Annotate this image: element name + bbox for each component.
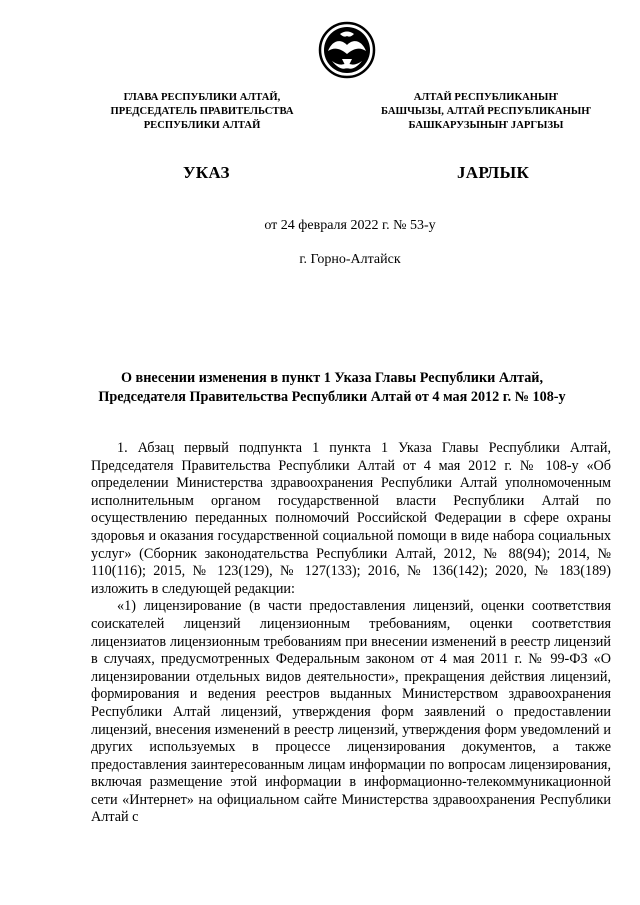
doc-type-russian: УКАЗ: [183, 163, 230, 182]
header-left-line: ГЛАВА РЕСПУБЛИКИ АЛТАЙ,: [123, 92, 281, 103]
header-left-line: РЕСПУБЛИКИ АЛТАЙ: [143, 120, 261, 131]
header-right-line: БАШЧЫЗЫ, АЛТАЙ РЕСПУБЛИКАНЫҤ: [380, 106, 592, 117]
header-right-line: АЛТАЙ РЕСПУБЛИКАНЫҤ: [413, 92, 559, 103]
document-city: г. Горно-Алтайск: [299, 252, 401, 267]
header-right-line: БАШКАРУЗЫНЫҤ ЈАРГЫЗЫ: [408, 120, 564, 131]
document-subject: [84, 369, 580, 407]
body-paragraph: «1) лицензирование (в части предоставления лицензий, оценки соответствия соискателей лицензий лицензионным требованиям, оценки соответствия лицензиатов лицензионным требованиям при внесении изменений в реестр лицензий в случаях, предусмотренных Федеральным законом от 4 мая 2011 г. № 99-ФЗ «О лицензировании отдельных видов деятельности», прекращения действия лицензий, формирования и ведения реестров выданных Министерством здравоохранения Республики Алтай лицензий, утверждения форм заявлений о предоставлении лицензий, внесения изменений в реестр лицензий, утверждения форм уведомлений и других используемых в процессе лицензирования документов, а также предоставления заинтересованным лицам информации по вопросам лицензирования, включая размещение этой информации в информационно-телекоммуникационной сети «Интернет» на официальном сайте Министерства здравоохранения Республики Алтай с: [91, 598, 611, 826]
coat-of-arms-emblem: [318, 21, 376, 79]
subject-line: О внесении изменения в пункт 1 Указа Главы Республики Алтай,: [120, 370, 544, 386]
document-body: [91, 440, 611, 827]
subject-line: Председателя Правительства Республики Алтай от 4 мая 2012 г. № 108-у: [98, 389, 566, 405]
document-date: от 24 февраля 2022 г. № 53-у: [264, 218, 436, 233]
body-paragraph: 1. Абзац первый подпункта 1 пункта 1 Указа Главы Республики Алтай, Председателя Правительства Республики Алтай от 4 мая 2012 г. № 108-у «Об определении Министерства здравоохранения Республики Алтай уполномоченным исполнительным органом государственной власти Республики Алтай по осуществлению переданных полномочий Российской Федерации в сфере охраны здоровья и оказания государственной социальной помощи в виде набора социальных услуг» (Сборник законодательства Республики Алтай, 2012, № 88(94); 2014, № 110(116); 2015, № 123(129), № 127(133); 2016, № 136(142); 2020, № 183(189) изложить в следующей редакции:: [91, 440, 611, 597]
header-left-line: ПРЕДСЕДАТЕЛЬ ПРАВИТЕЛЬСТВА: [110, 106, 294, 117]
header-left-russian: [82, 91, 322, 133]
header-right-altai: [366, 91, 606, 133]
doc-type-altai: ЈАРЛЫК: [457, 163, 530, 182]
